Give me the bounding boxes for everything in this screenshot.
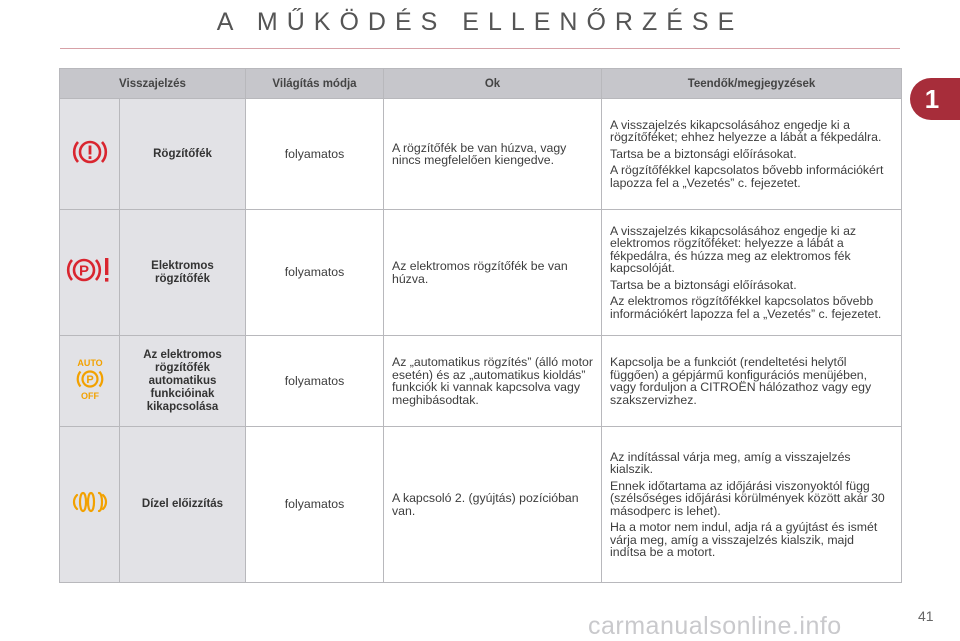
note-paragraph: Ha a motor nem indul, adja rá a gyújtást és ismét várja meg, amíg a visszajelzés kialszik, majd indítsa be a motort. bbox=[610, 520, 878, 559]
watermark: carmanualsonline.info bbox=[588, 612, 842, 640]
auto-label: AUTO bbox=[76, 357, 103, 368]
off-label: OFF bbox=[80, 390, 99, 401]
lighting-mode: folyamatos bbox=[246, 99, 384, 210]
column-header-cause: Ok bbox=[384, 69, 602, 99]
notes-cell bbox=[602, 427, 902, 583]
note-paragraph: Tartsa be a biztonsági előírásokat. bbox=[610, 146, 797, 161]
notes-cell bbox=[602, 99, 902, 210]
page-number: 41 bbox=[918, 608, 934, 624]
note-paragraph: Az indítással várja meg, amíg a visszajelzés kialszik. bbox=[610, 449, 851, 476]
svg-text:P: P bbox=[78, 262, 89, 280]
column-header-mode: Világítás módja bbox=[246, 69, 384, 99]
title-divider bbox=[60, 48, 900, 49]
column-header-warning: Visszajelzés bbox=[60, 69, 246, 99]
table-header-row bbox=[60, 69, 902, 99]
note-paragraph: Az elektromos rögzítőfékkel kapcsolatos bővebb információkért lapozza fel a „Vezetés” c. fejezetet. bbox=[610, 294, 882, 321]
chapter-number: 1 bbox=[924, 83, 940, 114]
p-letter: P bbox=[85, 373, 94, 386]
cause-text: A rögzítőfék be van húzva, vagy nincs megfelelően kiengedve. bbox=[384, 99, 602, 210]
note-paragraph: Tartsa be a biztonsági előírásokat. bbox=[610, 277, 797, 292]
warning-name: Az elektromos rögzítőfék automatikus funkcióinak kikapcsolása bbox=[120, 336, 246, 427]
table-row bbox=[60, 210, 902, 336]
chapter-tab[interactable] bbox=[910, 78, 960, 120]
notes-cell bbox=[602, 336, 902, 427]
auto-parking-brake-off-icon bbox=[70, 356, 110, 407]
lighting-mode: folyamatos bbox=[246, 336, 384, 427]
note-paragraph: Ennek időtartama az időjárási viszonyoktól függ (szélsőséges időjárási körülmények között akár 30 másodperc is lehet). bbox=[610, 478, 885, 518]
warning-name: Elektromos rögzítőfék bbox=[120, 210, 246, 336]
table-row bbox=[60, 336, 902, 427]
table-row bbox=[60, 427, 902, 583]
cause-text: Az elektromos rögzítőfék be van húzva. bbox=[384, 210, 602, 336]
parking-brake-warning-icon bbox=[72, 137, 108, 172]
electric-parking-brake-icon bbox=[66, 255, 114, 290]
notes-cell bbox=[602, 210, 902, 336]
table-row bbox=[60, 99, 902, 210]
cause-text: Az „automatikus rögzítés” (álló motor esetén) és az „automatikus kioldás” funkciók ki vannak kapcsolva vagy meghibásodtak. bbox=[384, 336, 602, 427]
diesel-preheating-icon bbox=[72, 490, 108, 519]
warning-lights-table bbox=[59, 68, 902, 583]
note-paragraph: A rögzítőfékkel kapcsolatos bővebb információkért lapozza fel a „Vezetés” c. fejezetet. bbox=[610, 163, 884, 190]
cause-text: A kapcsoló 2. (gyújtás) pozícióban van. bbox=[384, 427, 602, 583]
lighting-mode: folyamatos bbox=[246, 210, 384, 336]
lighting-mode: folyamatos bbox=[246, 427, 384, 583]
note-paragraph: A visszajelzés kikapcsolásához engedje ki az elektromos rögzítőféket: helyezze a lábát a fékpedálra, és húzza meg az elektromos fék kapcsolóját. bbox=[610, 223, 857, 276]
warning-name: Dízel előizzítás bbox=[120, 427, 246, 583]
warning-name: Rögzítőfék bbox=[120, 99, 246, 210]
column-header-notes: Teendők/megjegyzések bbox=[602, 69, 902, 99]
note-paragraph: Kapcsolja be a funkciót (rendeltetési helytől függően) a gépjármű konfigurációs menüjében, vagy forduljon a CITROËN hálózathoz vagy egy szakszervizhez. bbox=[610, 355, 872, 407]
page-title: A MŰKÖDÉS ELLENŐRZÉSE bbox=[216, 8, 744, 36]
note-paragraph: A visszajelzés kikapcsolásához engedje ki a rögzítőféket; ehhez helyezze a lábát a fékpedálra. bbox=[610, 117, 882, 145]
